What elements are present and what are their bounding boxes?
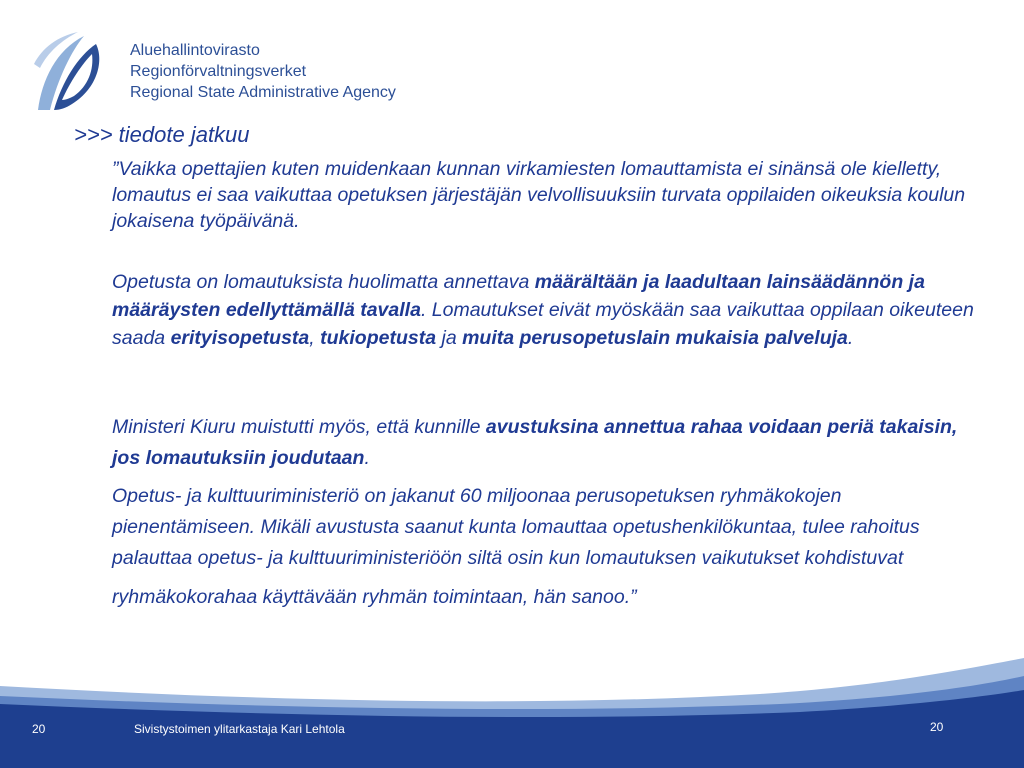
- slide-heading: >>> tiedote jatkuu: [74, 122, 250, 147]
- p3-bold-1: avustuksina annettua rahaa voidaan periä takaisin, jos lomautuksiin joudutaan: [112, 416, 958, 469]
- p4-text: Opetus- ja kulttuuriministeriö on jakanut 60 miljoonaa perusopetuksen ryhmäkokojen pienentämiseen. Mikäli avustusta saanut kunta lomauttaa opetushenkilökuntaa, tulee rahoitus palauttaa opetus- ja kulttuuriministeriöön siltä osin kun lomautuksen vaikutukset kohdistuvat: [112, 485, 920, 569]
- p2-bold-4: muita perusopetuslain mukaisia palveluja: [462, 327, 848, 349]
- paragraph-teaching-obligation: [112, 268, 982, 352]
- org-name-english: Regional State Administrative Agency: [130, 84, 396, 101]
- p3-text-1: Ministeri Kiuru muistutti myös, että kunnille: [112, 416, 486, 438]
- p2-bold-2: erityisopetusta: [170, 327, 310, 349]
- agency-logo-icon: [32, 30, 104, 114]
- p2-text-2: . Lomautukset eivät myöskään saa vaikuttaa oppilaan oikeuteen saada: [112, 299, 974, 349]
- p2-text-3: ,: [309, 327, 321, 349]
- paragraph-quote-start: ”Vaikka opettajien kuten muidenkaan kunnan virkamiesten lomauttamista ei sinänsä ole kielletty, lomautus ei saa vaikuttaa opetuksen järjestäjän velvollisuuksiin turvata oppilaiden oikeuksia koulun jokaisena työpäivänä.: [112, 158, 966, 232]
- p2-bold-3: tukiopetusta: [320, 327, 437, 349]
- paragraph-ministry-funding: [112, 481, 982, 613]
- p3-text-2: .: [364, 447, 370, 469]
- p2-text-5: .: [847, 327, 854, 349]
- organization-names: [130, 40, 396, 103]
- p2-text-4: ja: [436, 327, 463, 349]
- p2-text-1: Opetusta on lomautuksista huolimatta annettava: [112, 271, 535, 293]
- org-name-finnish: Aluehallintovirasto: [130, 42, 260, 59]
- agency-logo-area: [32, 30, 452, 114]
- paragraph-minister-reminder: [112, 412, 982, 474]
- footer-slide-number-left: 20: [32, 722, 46, 736]
- footer-slide-number-right: 20: [930, 720, 944, 734]
- footer-wave-band: [0, 650, 1024, 768]
- org-name-swedish: Regionförvaltningsverket: [130, 63, 307, 80]
- footer-author: Sivistystoimen ylitarkastaja Kari Lehtola: [134, 722, 345, 736]
- p2-bold-1: määrältään ja laadultaan lainsäädännön ja määräysten edellyttämällä tavalla: [112, 271, 925, 321]
- p4-last-line: ryhmäkokorahaa käyttävään ryhmän toimintaan, hän sanoo.”: [112, 586, 637, 608]
